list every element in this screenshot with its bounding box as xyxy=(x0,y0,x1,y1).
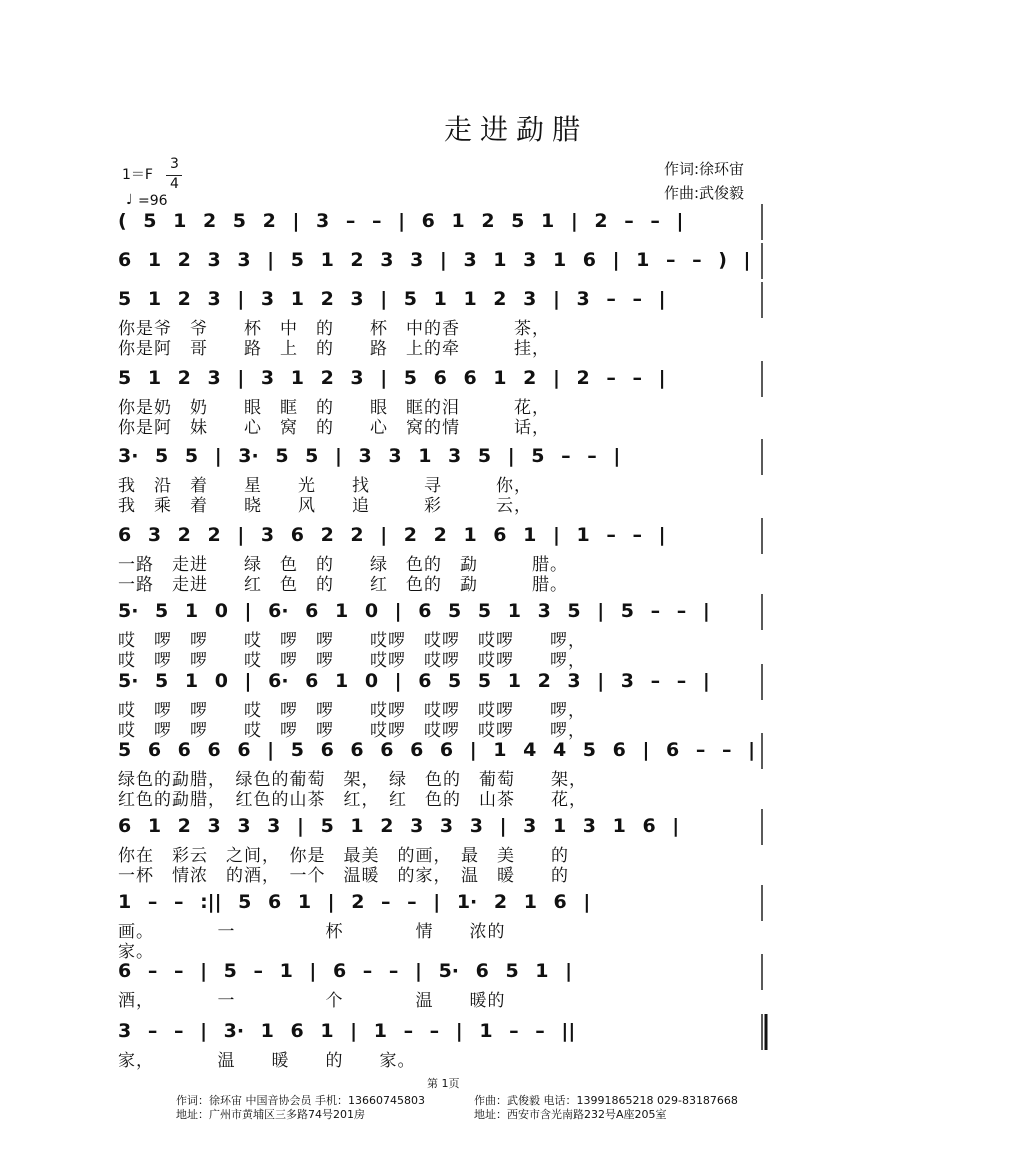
lyric-line: 绿色的勐腊， 绿色的葡萄 架， 绿 色的 葡萄 架， xyxy=(118,770,587,790)
notation-line: 6 1 2 3 3 3 | 5 1 2 3 3 3 | 3 1 3 1 6 | xyxy=(118,815,680,837)
time-signature-bottom: 4 xyxy=(170,176,179,192)
notation-line: 5· 5 1 0 | 6· 6 1 0 | 6 5 5 1 3 5 | 5 – – | xyxy=(118,600,710,622)
notation-line: 6 3 2 2 | 3 6 2 2 | 2 2 1 6 1 | 1 – – | xyxy=(118,524,666,546)
lyric-line: 哎 啰 啰 哎 啰 啰 哎啰 哎啰 哎啰 啰， xyxy=(118,701,586,721)
lyric-line: 你是阿 哥 路 上 的 路 上的牵 挂， xyxy=(118,339,550,359)
lyric-line: 酒， 一 个 温 暖的 xyxy=(118,991,506,1011)
song-title: 走进勐腊 xyxy=(443,113,588,146)
notation-line: 5 6 6 6 6 | 5 6 6 6 6 6 | 1 4 4 5 6 | 6 – – | xyxy=(118,739,756,761)
lyric-line: 哎 啰 啰 哎 啰 啰 哎啰 哎啰 哎啰 啰， xyxy=(118,631,586,651)
footer-lyricist-contact: 作词：徐环宙 中国音协会员 手机：13660745803 xyxy=(176,1094,425,1107)
lyric-line: 家。 xyxy=(118,942,154,962)
notation-line: 3 – – | 3· 1 6 1 | 1 – – | 1 – – || xyxy=(118,1020,576,1042)
footer-composer-contact: 作曲：武俊毅 电话：13991865218 029-83187668 xyxy=(474,1094,738,1107)
lyric-line: 我 沿 着 星 光 找 寻 你， xyxy=(118,476,532,496)
lyricist-credit: 作词:徐环宙 xyxy=(664,160,745,178)
lyric-line: 红色的勐腊， 红色的山茶 红， 红 色的 山茶 花， xyxy=(118,790,587,810)
lyric-line: 一路 走进 红 色 的 红 色的 勐 腊。 xyxy=(118,575,568,595)
page-number: 第 1页 xyxy=(427,1077,460,1090)
lyric-line: 你是奶 奶 眼 眶 的 眼 眶的泪 花， xyxy=(118,398,550,418)
notation-line: 5 1 2 3 | 3 1 2 3 | 5 1 1 2 3 | 3 – – | xyxy=(118,288,666,310)
quarter-note-icon: ♩ xyxy=(126,192,133,208)
lyric-line: 哎 啰 啰 哎 啰 啰 哎啰 哎啰 哎啰 啰， xyxy=(118,651,586,671)
lyric-line: 一杯 情浓 的酒， 一个 温暖 的家， 温 暖 的 xyxy=(118,866,569,886)
composer-credit: 作曲:武俊毅 xyxy=(664,184,745,202)
footer-lyricist-address: 地址：广州市黄埔区三多路74号201房 xyxy=(176,1108,365,1121)
lyric-line: 我 乘 着 晓 风 追 彩 云， xyxy=(118,496,532,516)
key-signature: 1＝F xyxy=(122,167,153,183)
lyric-line: 你在 彩云 之间， 你是 最美 的画， 最 美 的 xyxy=(118,846,569,866)
time-signature-top: 3 xyxy=(170,156,179,172)
notation-line: 5· 5 1 0 | 6· 6 1 0 | 6 5 5 1 2 3 | 3 – – | xyxy=(118,670,710,692)
notation-line: 6 1 2 3 3 | 5 1 2 3 3 | 3 1 3 1 6 | 1 – – ) | xyxy=(118,249,751,271)
lyric-line: 你是爷 爷 杯 中 的 杯 中的香 茶， xyxy=(118,319,550,339)
tempo-marking: =96 xyxy=(138,193,168,209)
lyric-line: 画。 一 杯 情 浓的 xyxy=(118,922,506,942)
lyric-line: 一路 走进 绿 色 的 绿 色的 勐 腊。 xyxy=(118,555,568,575)
notation-line: ( 5 1 2 5 2 | 3 – – | 6 1 2 5 1 | 2 – – | xyxy=(118,210,684,232)
lyric-line: 你是阿 妹 心 窝 的 心 窝的情 话， xyxy=(118,418,550,438)
lyric-line: 哎 啰 啰 哎 啰 啰 哎啰 哎啰 哎啰 啰， xyxy=(118,721,586,741)
notation-line: 1 – – :|| 5 6 1 | 2 – – | 1· 2 1 6 | xyxy=(118,891,591,913)
notation-line: 6 – – | 5 – 1 | 6 – – | 5· 6 5 1 | xyxy=(118,960,573,982)
notation-line: 3· 5 5 | 3· 5 5 | 3 3 1 3 5 | 5 – – | xyxy=(118,445,621,467)
lyric-line: 家， 温 暖 的 家。 xyxy=(118,1051,416,1071)
notation-line: 5 1 2 3 | 3 1 2 3 | 5 6 6 1 2 | 2 – – | xyxy=(118,367,666,389)
footer-composer-address: 地址：西安市含光南路232号A座205室 xyxy=(474,1108,667,1121)
